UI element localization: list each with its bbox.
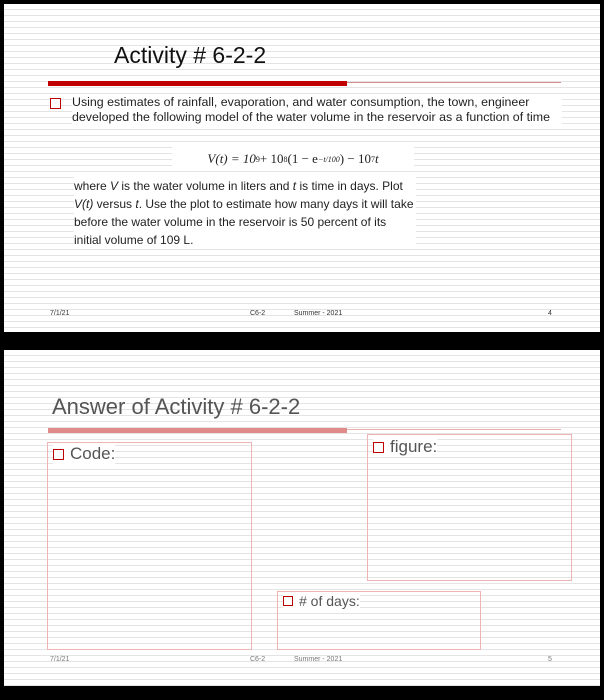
desc-var: V [110,179,119,193]
formula-part: ) − 10 [339,151,371,166]
footer-page-number: 4 [548,310,552,317]
formula-exponent: 7 [370,154,375,164]
footer-date: 7/1/21 [50,310,70,317]
days-label-text: # of days: [299,593,360,609]
volume-formula [172,147,414,171]
problem-description [74,177,416,249]
days-label [283,593,360,609]
problem-intro: Using estimates of rainfall, evaporation, and water consumption, the town, engineer developed the following model of the water volume in the reservoir as a function of time [72,95,562,124]
desc-var: t [135,197,139,211]
slide-title: Activity # 6-2-2 [114,42,267,68]
slide-activity [4,4,600,332]
formula-exponent: 9 [255,154,260,164]
square-bullet-icon [50,98,61,109]
square-bullet-icon [283,596,293,606]
footer-page-number: 5 [548,656,552,663]
title-accent-bar [48,81,347,86]
figure-label [373,437,437,457]
code-panel[interactable] [47,442,252,650]
desc-text: where [74,179,111,193]
desc-text: is time in days. Plot [296,179,403,193]
code-label-text: Code: [70,444,116,463]
formula-part: V(t) = 10 [207,151,256,166]
desc-text: . Use the plot to estimate how many days it will take before the water volume in the reservoir is 50 percent of its initial volume of 109 L. [74,197,414,247]
title-accent-line [347,82,561,83]
footer-date: 7/1/21 [50,656,70,663]
slide-answer [4,350,600,686]
square-bullet-icon [373,442,384,453]
footer-course: C6-2 [250,310,266,317]
footer-term: Summer - 2021 [294,310,343,317]
title-accent-line [347,429,561,430]
title-accent-bar [48,428,347,433]
desc-text: versus [93,197,136,211]
formula-exponent: −t/100 [317,154,340,164]
footer-course: C6-2 [250,656,266,663]
formula-part: + 10 [259,151,284,166]
desc-var: V(t) [74,197,94,211]
formula-part: t [374,151,379,166]
square-bullet-icon [53,449,64,460]
formula-exponent: 8 [283,154,288,164]
formula-part: (1 − e [287,151,318,166]
slide-title: Answer of Activity # 6-2-2 [52,394,301,419]
desc-text: is the water volume in liters and [118,179,293,193]
figure-label-text: figure: [390,437,438,456]
code-label [53,444,115,464]
desc-var: t [292,179,297,193]
footer-term: Summer - 2021 [294,656,343,663]
